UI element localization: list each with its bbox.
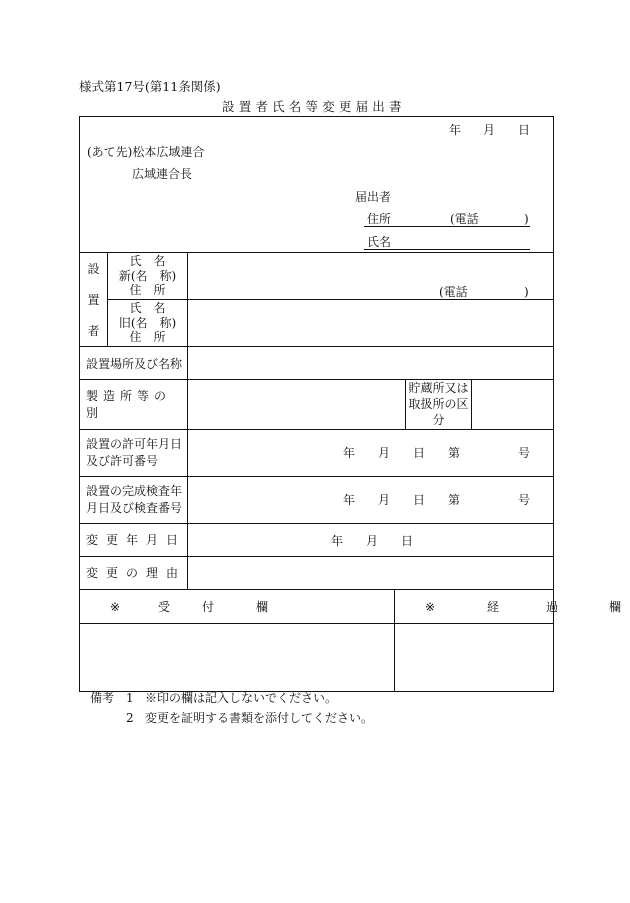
installer-new-phone-close: ): [524, 285, 529, 299]
permit-field[interactable]: 年 月 日 第 号: [188, 429, 554, 476]
installer-new-phone: (電話: [439, 285, 468, 299]
note-2-number: 2: [126, 711, 134, 725]
installer-new-field[interactable]: [188, 253, 554, 300]
change-date-label: 変更年月日: [80, 523, 188, 556]
form-number: 様式第17号(第11条関係): [79, 79, 221, 94]
date-month: 月: [483, 123, 496, 137]
note-2-text: 変更を証明する書類を添付してください。: [145, 711, 374, 725]
address-underline: [364, 226, 530, 227]
notes-label: 備考: [90, 691, 115, 705]
permit-label: 設置の許可年月日 及び許可番号: [80, 429, 188, 476]
applicant-phone-label: (電話: [450, 212, 479, 226]
location-label: 設置場所及び名称: [80, 347, 188, 380]
location-field[interactable]: [188, 347, 554, 380]
progress-field[interactable]: [395, 623, 554, 691]
inspection-label: 設置の完成検査年 月日及び検査番号: [80, 476, 188, 523]
applicant-label: 届出者: [355, 190, 392, 204]
installer-new-labels: 氏 名 新(名 称) 住 所: [108, 253, 188, 300]
inspection-field[interactable]: 年 月 日 第 号: [188, 476, 554, 523]
header-block: [80, 117, 554, 253]
note-1-number: 1: [126, 691, 134, 705]
change-date-field[interactable]: 年 月 日: [188, 523, 554, 556]
note-1-text: ※印の欄は記入しないでください。: [145, 691, 338, 705]
installer-side-label: 設 置 者: [80, 253, 108, 347]
facility-type-field[interactable]: [188, 380, 406, 430]
progress-header: ※ 経 過 欄: [395, 589, 554, 623]
applicant-phone-close: ): [524, 212, 529, 226]
storage-class-label: 貯蔵所又は 取扱所の区分: [406, 380, 472, 430]
reception-header: ※ 受 付 欄: [80, 589, 395, 623]
addressee-title: 広域連合長: [132, 167, 193, 181]
installer-old-labels: 氏 名 旧(名 称) 住 所: [108, 300, 188, 347]
installer-old-field[interactable]: [188, 300, 554, 347]
addressee: (あて先)松本広域連合: [87, 145, 205, 159]
form-title: 設置者氏名等変更届出書: [222, 99, 406, 114]
notification-form: [79, 116, 622, 692]
change-reason-field[interactable]: [188, 556, 554, 589]
reception-field[interactable]: [80, 623, 395, 691]
date-day: 日: [518, 123, 531, 137]
name-underline: [364, 249, 530, 250]
date-year: 年: [449, 123, 462, 137]
change-reason-label: 変更の理由: [80, 556, 188, 589]
facility-type-label: 製造所等の別: [80, 380, 188, 430]
applicant-name-label: 氏名: [367, 235, 392, 249]
applicant-address-label: 住所: [367, 212, 392, 226]
storage-class-field[interactable]: [472, 380, 554, 430]
